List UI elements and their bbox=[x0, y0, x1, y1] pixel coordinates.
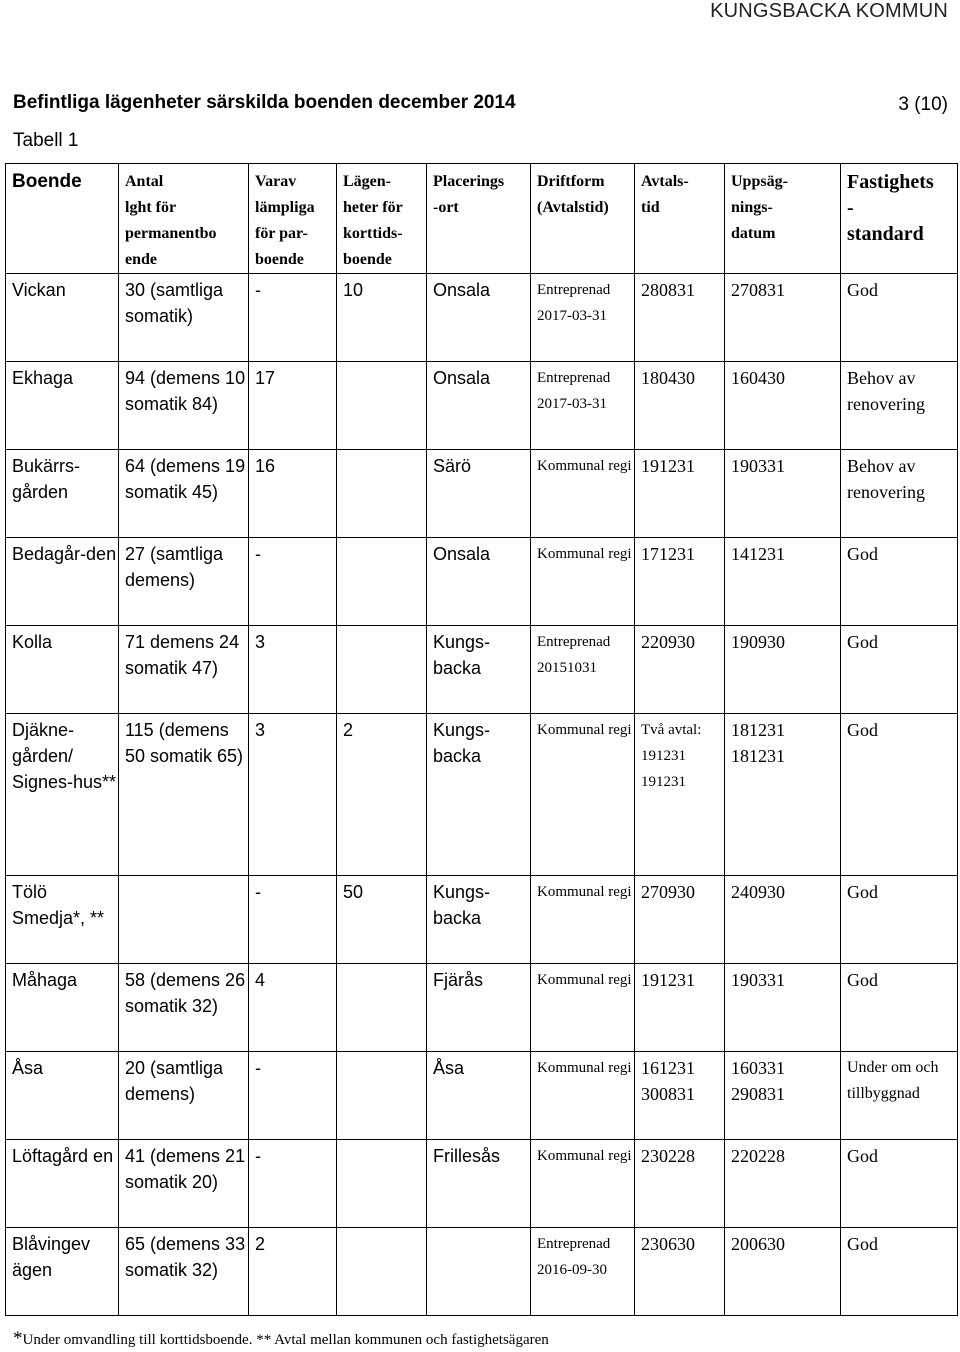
cell-avtal: 161231 300831 bbox=[635, 1052, 725, 1140]
cell-antal bbox=[119, 876, 249, 964]
cell-varav: - bbox=[249, 1140, 337, 1228]
cell-korttid: 50 bbox=[337, 876, 427, 964]
cell-uppsag: 190331 bbox=[725, 450, 841, 538]
cell-drift: Entreprenad 2017-03-31 bbox=[531, 362, 635, 450]
cell-ort: Fjärås bbox=[427, 964, 531, 1052]
cell-avtal: 230228 bbox=[635, 1140, 725, 1228]
cell-standard: God bbox=[841, 876, 958, 964]
cell-drift: Kommunal regi bbox=[531, 1140, 635, 1228]
cell-uppsag: 220228 bbox=[725, 1140, 841, 1228]
cell-ort: Särö bbox=[427, 450, 531, 538]
cell-avtal: 220930 bbox=[635, 626, 725, 714]
cell-avtal: 171231 bbox=[635, 538, 725, 626]
cell-drift: Entreprenad 20151031 bbox=[531, 626, 635, 714]
page-title: Befintliga lägenheter särskilda boenden december 2014 bbox=[13, 92, 516, 113]
cell-boende: Djäkne-gården/ Signes-hus** bbox=[6, 714, 119, 876]
cell-boende: Blåvingev ägen bbox=[6, 1228, 119, 1316]
cell-ort: Kungs-backa bbox=[427, 714, 531, 876]
cell-uppsag: 160331 290831 bbox=[725, 1052, 841, 1140]
footnote bbox=[13, 1328, 549, 1350]
cell-standard: God bbox=[841, 1140, 958, 1228]
cell-antal: 41 (demens 21 somatik 20) bbox=[119, 1140, 249, 1228]
table-row bbox=[6, 876, 958, 964]
cell-uppsag: 160430 bbox=[725, 362, 841, 450]
footnote-text: Under omvandling till korttidsboende. ** Avtal mellan kommunen och fastighetsägaren bbox=[22, 1332, 549, 1348]
cell-standard: Under om och tillbyggnad bbox=[841, 1052, 958, 1140]
table-row bbox=[6, 714, 958, 876]
organization-header: KUNGSBACKA KOMMUN bbox=[710, 0, 948, 22]
cell-ort bbox=[427, 1228, 531, 1316]
cell-drift: Kommunal regi bbox=[531, 964, 635, 1052]
table-row bbox=[6, 1052, 958, 1140]
cell-boende: Kolla bbox=[6, 626, 119, 714]
cell-varav: 2 bbox=[249, 1228, 337, 1316]
cell-varav: - bbox=[249, 876, 337, 964]
cell-varav: - bbox=[249, 1052, 337, 1140]
cell-antal: 115 (demens 50 somatik 65) bbox=[119, 714, 249, 876]
footnote-star: * bbox=[13, 1328, 23, 1349]
page-number: 3 (10) bbox=[898, 94, 948, 115]
cell-varav: 17 bbox=[249, 362, 337, 450]
cell-boende: Bukärrs-gården bbox=[6, 450, 119, 538]
cell-korttid bbox=[337, 450, 427, 538]
cell-boende: Ekhaga bbox=[6, 362, 119, 450]
cell-varav: 3 bbox=[249, 626, 337, 714]
cell-uppsag: 190331 bbox=[725, 964, 841, 1052]
cell-uppsag: 240930 bbox=[725, 876, 841, 964]
cell-drift: Entreprenad 2016-09-30 bbox=[531, 1228, 635, 1316]
cell-ort: Frillesås bbox=[427, 1140, 531, 1228]
cell-avtal: Två avtal: 191231 191231 bbox=[635, 714, 725, 876]
table-row bbox=[6, 626, 958, 714]
cell-ort: Kungs-backa bbox=[427, 626, 531, 714]
cell-boende: Vickan bbox=[6, 274, 119, 362]
cell-drift: Entreprenad 2017-03-31 bbox=[531, 274, 635, 362]
cell-varav: - bbox=[249, 538, 337, 626]
cell-antal: 71 demens 24 somatik 47) bbox=[119, 626, 249, 714]
cell-boende: Löftagård en bbox=[6, 1140, 119, 1228]
cell-standard: Behov av renovering bbox=[841, 362, 958, 450]
cell-antal: 64 (demens 19 somatik 45) bbox=[119, 450, 249, 538]
cell-avtal: 230630 bbox=[635, 1228, 725, 1316]
cell-korttid bbox=[337, 538, 427, 626]
cell-drift: Kommunal regi bbox=[531, 450, 635, 538]
table-row bbox=[6, 964, 958, 1052]
column-header-3: Varav lämpliga för par- boende bbox=[249, 164, 337, 274]
cell-ort: Åsa bbox=[427, 1052, 531, 1140]
cell-uppsag: 141231 bbox=[725, 538, 841, 626]
table-row bbox=[6, 1140, 958, 1228]
table-header-row bbox=[6, 164, 958, 274]
cell-ort: Onsala bbox=[427, 274, 531, 362]
cell-korttid bbox=[337, 1228, 427, 1316]
cell-uppsag: 270831 bbox=[725, 274, 841, 362]
cell-varav: 4 bbox=[249, 964, 337, 1052]
cell-standard: Behov av renovering bbox=[841, 450, 958, 538]
cell-korttid bbox=[337, 1052, 427, 1140]
cell-varav: 16 bbox=[249, 450, 337, 538]
cell-boende: Måhaga bbox=[6, 964, 119, 1052]
cell-standard: God bbox=[841, 1228, 958, 1316]
cell-antal: 58 (demens 26 somatik 32) bbox=[119, 964, 249, 1052]
cell-standard: God bbox=[841, 626, 958, 714]
cell-uppsag: 190930 bbox=[725, 626, 841, 714]
table-row bbox=[6, 538, 958, 626]
cell-korttid bbox=[337, 1140, 427, 1228]
table-row bbox=[6, 450, 958, 538]
cell-korttid: 2 bbox=[337, 714, 427, 876]
cell-antal: 30 (samtliga somatik) bbox=[119, 274, 249, 362]
column-header-5: Placerings -ort bbox=[427, 164, 531, 274]
cell-uppsag: 200630 bbox=[725, 1228, 841, 1316]
cell-avtal: 180430 bbox=[635, 362, 725, 450]
cell-avtal: 280831 bbox=[635, 274, 725, 362]
cell-drift: Kommunal regi bbox=[531, 538, 635, 626]
cell-antal: 94 (demens 10 somatik 84) bbox=[119, 362, 249, 450]
cell-korttid bbox=[337, 964, 427, 1052]
housing-table bbox=[5, 163, 958, 1316]
cell-standard: God bbox=[841, 964, 958, 1052]
cell-antal: 65 (demens 33 somatik 32) bbox=[119, 1228, 249, 1316]
cell-avtal: 270930 bbox=[635, 876, 725, 964]
table-row bbox=[6, 1228, 958, 1316]
cell-drift: Kommunal regi bbox=[531, 876, 635, 964]
cell-ort: Onsala bbox=[427, 538, 531, 626]
cell-standard: God bbox=[841, 274, 958, 362]
column-header-9: Fastighets - standard bbox=[841, 164, 958, 274]
cell-drift: Kommunal regi bbox=[531, 714, 635, 876]
cell-avtal: 191231 bbox=[635, 964, 725, 1052]
column-header-8: Uppsäg- nings- datum bbox=[725, 164, 841, 274]
column-header-7: Avtals- tid bbox=[635, 164, 725, 274]
cell-korttid: 10 bbox=[337, 274, 427, 362]
cell-boende: Åsa bbox=[6, 1052, 119, 1140]
column-header-2: Antal lght för permanentbo ende bbox=[119, 164, 249, 274]
cell-standard: God bbox=[841, 714, 958, 876]
cell-antal: 20 (samtliga demens) bbox=[119, 1052, 249, 1140]
table-caption: Tabell 1 bbox=[13, 130, 79, 151]
cell-korttid bbox=[337, 362, 427, 450]
cell-varav: - bbox=[249, 274, 337, 362]
cell-drift: Kommunal regi bbox=[531, 1052, 635, 1140]
cell-varav: 3 bbox=[249, 714, 337, 876]
table-row bbox=[6, 274, 958, 362]
cell-avtal: 191231 bbox=[635, 450, 725, 538]
column-header-1: Boende bbox=[6, 164, 119, 274]
cell-uppsag: 181231 181231 bbox=[725, 714, 841, 876]
cell-korttid bbox=[337, 626, 427, 714]
cell-ort: Kungs-backa bbox=[427, 876, 531, 964]
cell-standard: God bbox=[841, 538, 958, 626]
cell-antal: 27 (samtliga demens) bbox=[119, 538, 249, 626]
cell-boende: Bedagår-den bbox=[6, 538, 119, 626]
table-row bbox=[6, 362, 958, 450]
cell-boende: Tölö Smedja*, ** bbox=[6, 876, 119, 964]
column-header-6: Driftform (Avtalstid) bbox=[531, 164, 635, 274]
column-header-4: Lägen- heter för korttids- boende bbox=[337, 164, 427, 274]
cell-ort: Onsala bbox=[427, 362, 531, 450]
